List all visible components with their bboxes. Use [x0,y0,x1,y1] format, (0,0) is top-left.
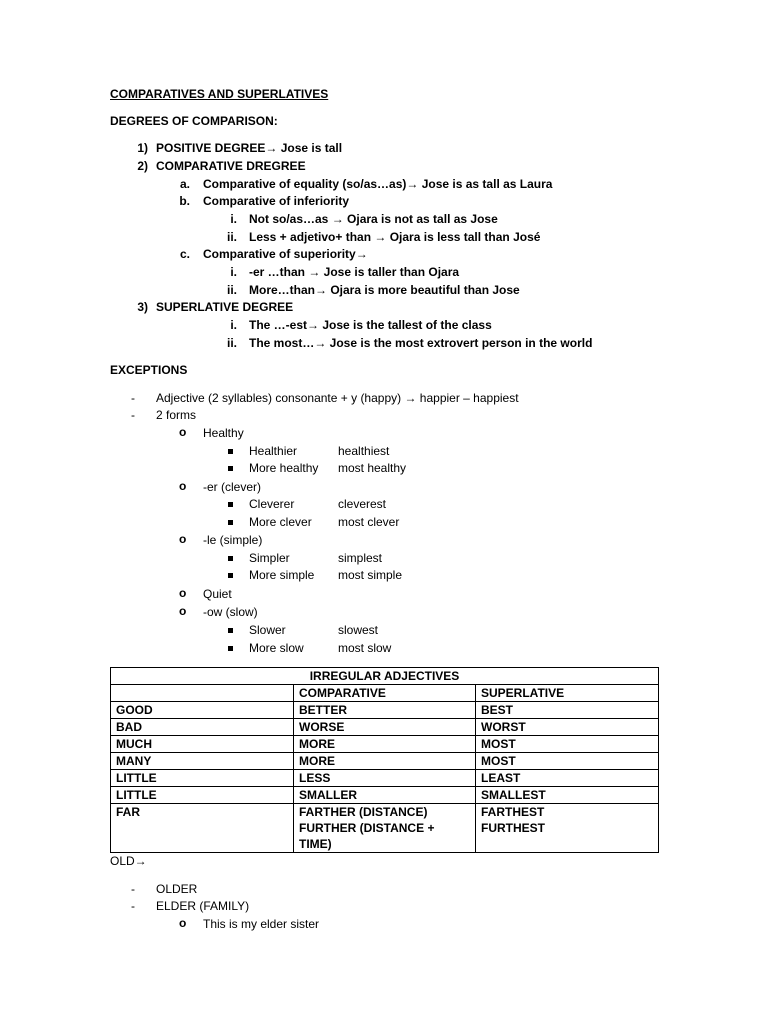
superlative-degree-item: SUPERLATIVE DEGREE [156,300,294,314]
document-title: COMPARATIVES AND SUPERLATIVES [110,87,329,101]
ow-form-1-superlative: slowest [338,623,379,637]
list-marker: c. [179,247,190,261]
superlative-cell: SMALLEST [476,787,659,804]
table-row [111,702,659,719]
quiet-label: Quiet [203,587,232,601]
er-label: -er (clever) [203,480,262,494]
ow-form-2-superlative: most slow [338,641,392,655]
ow-form-1: Slower [249,623,286,637]
square-bullet [228,502,233,507]
circle-bullet: o [179,532,187,546]
dash-bullet: - [131,408,135,422]
superlative-cell: BEST [476,702,659,719]
superiority-example-1: -er …than → Jose is taller than Ojara [249,265,460,279]
square-bullet [228,573,233,578]
adjective-cell: LITTLE [111,770,294,787]
healthy-form-2: More healthy [249,461,319,475]
healthy-form-1-superlative: healthiest [338,444,390,458]
square-bullet [228,646,233,651]
le-form-2-superlative: most simple [338,568,403,582]
comparative-cell: MORE [294,736,476,753]
square-bullet [228,556,233,561]
le-form-2: More simple [249,568,315,582]
circle-bullet: o [179,586,187,600]
circle-bullet: o [179,916,187,930]
adjective-cell: MANY [111,753,294,770]
list-marker: i. [230,318,237,332]
comparative-cell: SMALLER [294,787,476,804]
er-form-1: Cleverer [249,497,295,511]
healthy-form-1: Healthier [249,444,298,458]
comparative-cell: MORE [294,753,476,770]
elder-example: This is my elder sister [203,917,320,931]
square-bullet [228,449,233,454]
superlative-column-header: SUPERLATIVE [476,685,659,702]
old-item-older: OLDER [156,882,198,896]
le-form-1-superlative: simplest [338,551,383,565]
adjective-cell: MUCH [111,736,294,753]
list-marker: ii. [226,336,237,350]
list-marker: 2) [137,159,148,173]
comparative-column-header: COMPARATIVE [294,685,476,702]
table-row [111,753,659,770]
table-row [111,719,659,736]
adjective-cell: GOOD [111,702,294,719]
healthy-form-2-superlative: most healthy [338,461,407,475]
table-header-cell [111,685,294,702]
list-marker: a. [179,177,190,191]
adjective-cell: BAD [111,719,294,736]
comparative-value-1: FARTHER (DISTANCE) [299,805,428,819]
superlative-value-1: FARTHEST [481,805,545,819]
square-bullet [228,628,233,633]
superlative-cell: MOST [476,736,659,753]
healthy-label: Healthy [203,426,244,440]
superlative-example-2: The most…→ Jose is the most extrovert person in the world [249,336,593,350]
table-row [111,736,659,753]
table-header-row [111,668,659,685]
superlative-cell: WORST [476,719,659,736]
square-bullet [228,466,233,471]
superlative-cell: MOST [476,753,659,770]
superlative-value-2: FURTHEST [481,821,545,835]
circle-bullet: o [179,425,187,439]
old-item-elder: ELDER (FAMILY) [156,899,250,913]
superlative-cell [476,804,659,853]
list-marker: i. [230,265,237,279]
list-marker: i. [230,212,237,226]
exception-rule-1: Adjective (2 syllables) consonante + y (happy) → happier – happiest [156,391,519,405]
dash-bullet: - [131,391,135,405]
le-form-1: Simpler [249,551,290,565]
list-marker: ii. [226,283,237,297]
list-marker: 3) [137,300,148,314]
superlative-cell: LEAST [476,770,659,787]
degrees-heading: DEGREES OF COMPARISON: [110,114,278,128]
er-form-1-superlative: cleverest [338,497,387,511]
comparative-cell: LESS [294,770,476,787]
adjective-cell: FAR [111,804,294,853]
le-label: -le (simple) [203,533,263,547]
adjective-cell: LITTLE [111,787,294,804]
exceptions-heading: EXCEPTIONS [110,363,188,377]
comparative-value-2: FURTHER (DISTANCE + TIME) [299,821,435,851]
comparative-cell: WORSE [294,719,476,736]
superiority-example-2: More…than→ Ojara is more beautiful than Jose [249,283,520,297]
table-column-header-row [111,685,659,702]
exception-rule-2: 2 forms [156,408,197,422]
list-marker: b. [179,194,190,208]
positive-degree-item: POSITIVE DEGREE→ Jose is tall [156,141,343,155]
superlative-example-1: The …-est→ Jose is the tallest of the class [249,318,492,332]
circle-bullet: o [179,604,187,618]
ow-label: -ow (slow) [203,605,258,619]
er-form-2-superlative: most clever [338,515,400,529]
irregular-adjectives-table [110,667,659,853]
inferiority-example-1: Not so/as…as → Ojara is not as tall as Jose [249,212,498,226]
ow-form-2: More slow [249,641,304,655]
dash-bullet: - [131,882,135,896]
table-title: IRREGULAR ADJECTIVES [111,668,659,685]
comparative-equality-item: Comparative of equality (so/as…as)→ Jose is as tall as Laura [203,177,553,191]
comparative-superiority-item: Comparative of superiority→ [203,247,368,261]
table-row [111,787,659,804]
table-row [111,804,659,853]
old-label: OLD→ [110,854,147,868]
comparative-cell [294,804,476,853]
table-row [111,770,659,787]
list-marker: ii. [226,230,237,244]
comparative-degree-item: COMPARATIVE DREGREE [156,159,306,173]
dash-bullet: - [131,899,135,913]
inferiority-example-2: Less + adjetivo+ than → Ojara is less tall than José [249,230,541,244]
circle-bullet: o [179,479,187,493]
list-marker: 1) [137,141,148,155]
square-bullet [228,520,233,525]
comparative-inferiority-item: Comparative of inferiority [203,194,350,208]
comparative-cell: BETTER [294,702,476,719]
er-form-2: More clever [249,515,312,529]
